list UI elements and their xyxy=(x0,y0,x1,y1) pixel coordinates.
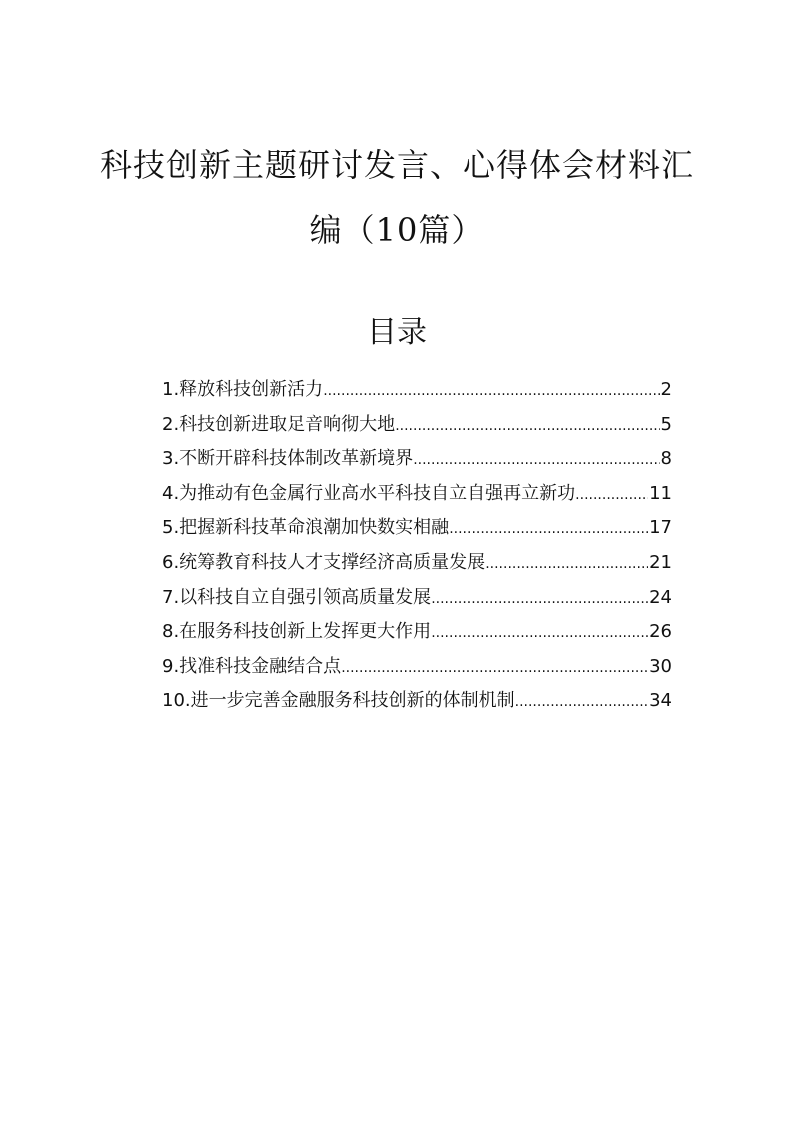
toc-entry-title: 7.以科技自立自强引领高质量发展 xyxy=(162,586,432,608)
toc-entry-page: 5 xyxy=(660,413,672,435)
toc-leader-dots xyxy=(341,656,648,680)
toc-entry-title: 4.为推动有色金属行业高水平科技自立自强再立新功 xyxy=(162,482,576,504)
toc-entry-page: 11 xyxy=(649,482,672,504)
toc-entry-title: 8.在服务科技创新上发挥更大作用 xyxy=(162,621,432,643)
toc-leader-dots xyxy=(395,414,659,438)
toc-entry-page: 2 xyxy=(660,379,672,400)
toc-entry[interactable] xyxy=(162,413,672,448)
toc-entry-page: 30 xyxy=(649,655,672,677)
toc-entry-title: 2.科技创新进取足音响彻大地 xyxy=(162,413,396,435)
toc-leader-dots xyxy=(575,483,648,507)
toc-entry-title: 10.进一步完善金融服务科技创新的体制机制 xyxy=(162,690,515,712)
toc-entry[interactable] xyxy=(162,689,672,724)
document-title-line-2: 编（10篇） xyxy=(309,211,485,249)
toc-entry[interactable] xyxy=(162,620,672,655)
toc-entry-page: 24 xyxy=(649,586,672,608)
toc-leader-dots xyxy=(515,690,648,714)
toc-entry-title: 9.找准科技金融结合点 xyxy=(162,655,342,677)
toc-entry[interactable] xyxy=(162,378,672,413)
toc-entry-title: 6.统筹教育科技人才支撑经济高质量发展 xyxy=(162,551,486,573)
toc-heading: 目录 xyxy=(367,315,427,350)
toc-leader-dots xyxy=(485,552,648,576)
toc-leader-dots xyxy=(449,517,648,541)
toc-entry-title: 3.不断开辟科技体制改革新境界 xyxy=(162,448,414,470)
toc-leader-dots xyxy=(413,448,659,472)
toc-leader-dots xyxy=(431,621,648,645)
toc-entry[interactable] xyxy=(162,447,672,482)
toc-entry[interactable] xyxy=(162,655,672,690)
toc-entry-page: 21 xyxy=(649,551,672,573)
toc-entry[interactable] xyxy=(162,586,672,621)
toc-entry-page: 26 xyxy=(649,621,672,643)
toc-entry-page: 34 xyxy=(649,690,672,712)
toc-entry-page: 8 xyxy=(660,448,672,470)
toc-leader-dots xyxy=(323,379,659,403)
toc-entry[interactable] xyxy=(162,516,672,551)
toc-entry[interactable] xyxy=(162,551,672,586)
toc-entry[interactable] xyxy=(162,482,672,517)
toc-leader-dots xyxy=(431,587,648,611)
toc-entry-title: 1.释放科技创新活力 xyxy=(162,379,324,400)
document-title-line-1: 科技创新主题研讨发言、心得体会材料汇 xyxy=(100,146,695,184)
table-of-contents xyxy=(162,378,672,724)
toc-entry-title: 5.把握新科技革命浪潮加快数实相融 xyxy=(162,517,450,539)
toc-entry-page: 17 xyxy=(649,517,672,539)
